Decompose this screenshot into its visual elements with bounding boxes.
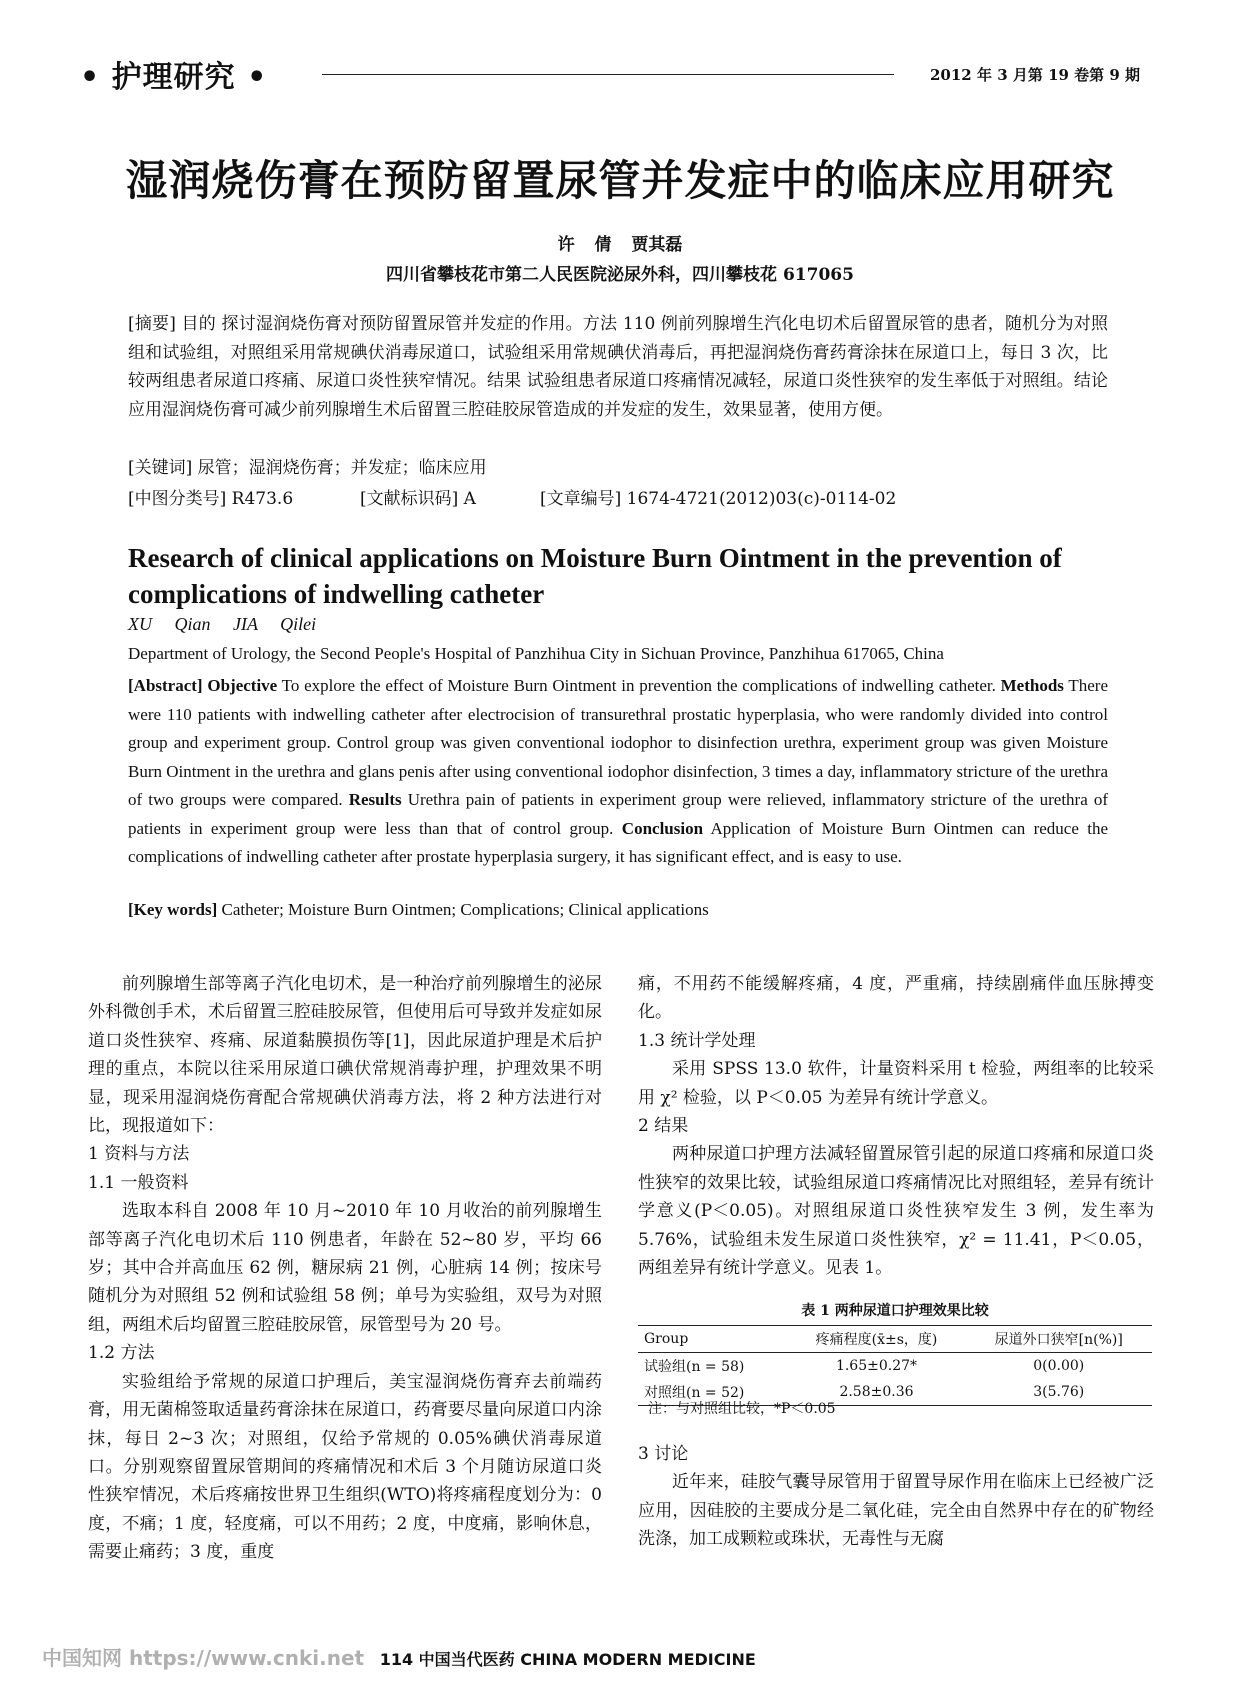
heading-discussion: 3 讨论 [638,1444,689,1464]
table-caption: 表 1 两种尿道口护理效果比较 [801,1303,989,1319]
statistics-paragraph: 采用 SPSS 13.0 软件，计量资料采用 t 检验，两组率的比较采用 χ² 检验，以 P＜0.05 为差异有统计学意义。 [638,1059,1154,1108]
page-footer-info: 114 中国当代医药 CHINA MODERN MEDICINE [379,1650,756,1669]
table-cell: 对照组(n = 52) [638,1379,788,1406]
results-table [638,1325,1152,1406]
article-number: [文章编号] 1674-4721(2012)03(c)-0114-02 [540,489,897,509]
title-cn: 湿润烧伤膏在预防留置尿管并发症中的临床应用研究 [125,156,1115,205]
heading-methods: 1 资料与方法 [88,1144,190,1165]
method-continued: 痛，不用药不能缓解疼痛，4 度，严重痛，持续剧痛伴血压脉搏变化。 [638,974,1154,1023]
affiliation-en: Department of Urology, the Second People's Hospital of Panzhihua City in Sichuan Province, Panzhihua 617065, China [128,644,944,663]
keywords-en [128,900,709,920]
table-row [638,1353,1152,1380]
keywords-en-label: [Key words] [128,900,218,919]
table-cell: 试验组(n = 58) [644,1359,745,1375]
objective-text: To explore the effect of Moisture Burn Ointment in prevention the complications of indwelling catheter. [281,676,996,695]
clc-number: [中图分类号] R473.6 [128,489,294,509]
discussion-paragraph: 近年来，硅胶气囊导尿管用于留置导尿作用在临床上已经被广泛应用，因硅胶的主要成分是二氧化硅，完全由自然界中存在的矿物经洗涤，加工成颗粒或珠状，无毒性与无腐 [638,1472,1154,1550]
methods-label: Methods [1000,676,1064,695]
body-right-column [638,970,1154,1282]
conclusion-text: Application of Moisture Burn Ointmen can reduce the complications of indwelling catheter after prostate hyperplasia surgery, it has significant effect, and is easy to use. [128,818,1109,866]
results-label: Results [348,790,402,809]
heading-statistics: 1.3 统计学处理 [638,1030,756,1051]
authors-cn: 许 倩 贾其磊 [557,235,683,255]
table-header: 尿道外口狭窄[n(%)] [965,1326,1152,1353]
heading-method: 1.2 方法 [88,1343,155,1364]
keywords-cn: [关键词] 尿管；湿润烧伤膏；并发症；临床应用 [128,458,487,478]
discussion-block [638,1440,1154,1554]
issue-info: 2012 年 3 月第 19 卷第 9 期 [930,66,1141,84]
authors-en: XU Qian JIA Qilei [128,614,317,634]
title-en: Research of clinical applications on Moisture Burn Ointment in the prevention of complications of indwelling catheter [128,543,1062,609]
intro-paragraph: 前列腺增生部等离子汽化电切术，是一种治疗前列腺增生的泌尿外科微创手术，术后留置三腔硅胶尿管，但使用后可导致并发症如尿道口炎性狭窄、疼痛、尿道黏膜损伤等[1]，因此尿道护理是术后护理的重点，本院以往采用尿道口碘伏常规消毒护理，护理效果不明显，现采用湿润烧伤膏配合常规碘伏消毒方法，将 2 种方法进行对比，现报道如下： [88,974,602,1137]
table-cell: 3(5.76) [965,1379,1152,1406]
abstract-label: [Abstract] [128,676,203,695]
footer [42,1642,756,1671]
affiliation-cn: 四川省攀枝花市第二人民医院泌尿外科，四川攀枝花 617065 [386,265,854,285]
doc-code: [文献标识码] A [360,489,476,509]
abstract-en [128,672,1108,872]
heading-general-data: 1.1 一般资料 [88,1172,189,1193]
results-paragraph: 两种尿道口护理方法减轻留置尿管引起的尿道口疼痛和尿道口炎性狭窄的效果比较，试验组尿道口疼痛情况比对照组轻，差异有统计学意义(P＜0.05)。对照组尿道口炎性狭窄发生 3 例，发生率为 5.76%，试验组未发生尿道口炎性狭窄，χ² = 11.41，P＜0.05，两组差异有统计学意义。见表 1。 [638,1144,1154,1279]
body-left-column [88,970,602,1567]
table-header: Group [638,1326,788,1353]
table-cell: 1.65±0.27* [835,1358,918,1374]
conclusion-label: Conclusion [621,818,704,838]
table-header: 疼痛程度(x̄±s，度) [788,1326,966,1353]
abstract-cn: [摘要] 目的 探讨湿润烧伤膏对预防留置尿管并发症的作用。方法 110 例前列腺增生汽化电切术后留置尿管的患者，随机分为对照组和试验组，对照组采用常规碘伏消毒尿道口，试验组采用常规碘伏消毒后，再把湿润烧伤膏药膏涂抹在尿道口上，每日 3 次，比较两组患者尿道口疼痛、尿道口炎性狭窄情况。结果 试验组患者尿道口疼痛情况减轻，尿道口炎性狭窄的发生率低于对照组。结论 应用湿润烧伤膏可减少前列腺增生术后留置三腔硅胶尿管造成的并发症的发生，效果显著，使用方便。 [128,314,1108,420]
heading-results: 2 结果 [638,1116,689,1137]
results-text: Urethra pain of patients in experiment group were relieved, inflammatory stricture of the urethra of patients in experiment group were less than that of control group. [128,790,1109,838]
section-label: • 护理研究 • [80,60,268,95]
keywords-en-text: Catheter; Moisture Burn Ointmen; Complications; Clinical applications [221,900,709,919]
table-note: 注：与对照组比较，*P＜0.05 [648,1401,836,1417]
method-paragraph: 实验组给予常规的尿道口护理后，美宝湿润烧伤膏弃去前端药膏，用无菌棉签取适量药膏涂抹在尿道口，药膏要尽量向尿道口内涂抹，每日 2~3 次；对照组，仅给予常规的 0.05%碘伏消毒尿道口。分别观察留置尿管期间的疼痛情况和术后 3 个月随访尿道口炎性狭窄情况，术后疼痛按世界卫生组织(WTO)将疼痛程度划分为：0 度，不痛；1 度，轻度痛，可以不用药；2 度，中度痛，影响休息，需要止痛药；3 度，重度 [88,1371,602,1563]
general-data-paragraph: 选取本科自 2008 年 10 月~2010 年 10 月收治的前列腺增生部等离子汽化电切术后 110 例患者，年龄在 52~80 岁，平均 66 岁；其中合并高血压 62 例，糖尿病 21 例，心脏病 14 例；按床号随机分为对照组 52 例和试验组 58 例；单号为实验组，双号为对照组，两组术后均留置三腔硅胶尿管，尿管型号为 20 号。 [88,1201,602,1335]
methods-text: There were 110 patients with indwelling catheter after electrocision of transurethral prostatic hyperplasia, who were randomly divided into control group and experiment group. Control group was given conventional iodophor to disinfection urethra, experiment group was given Moisture Burn Ointment in the urethra and glans penis after using conventional iodophor disinfection, 3 times a day, inflammatory stricture of the urethra of two groups were compared. [128,676,1108,809]
cnki-watermark: 中国知网 https://www.cnki.net [42,1646,365,1670]
table-cell: 2.58±0.36 [788,1379,966,1406]
header-rule [322,74,894,75]
objective-label: Objective [207,676,278,695]
table-cell: 0(0.00) [1033,1358,1085,1374]
